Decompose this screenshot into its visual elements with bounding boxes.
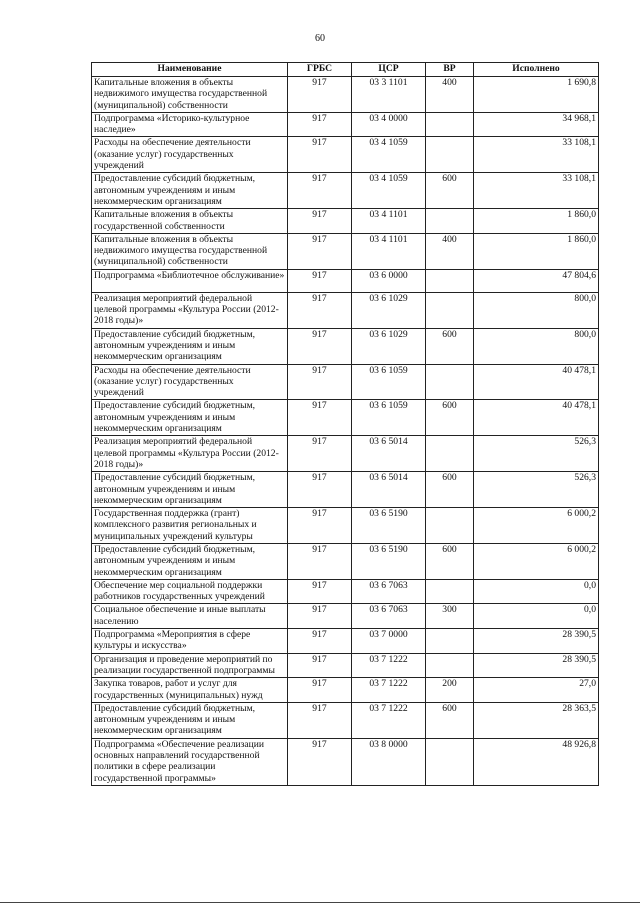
table-row: [92, 364, 599, 400]
row-csr-cell: 03 4 1101: [352, 233, 426, 269]
row-name-cell: Расходы на обеспечение деятельности (оказание услуг) государственных учреждений: [92, 137, 288, 173]
row-grbs-cell: 917: [288, 436, 352, 472]
row-exec-cell: 28 390,5: [474, 629, 599, 654]
row-exec-cell: 34 968,1: [474, 112, 599, 137]
row-grbs-cell: 917: [288, 604, 352, 629]
table-row: [92, 269, 599, 292]
row-name-cell: Подпрограмма «Историко-культурное наследие»: [92, 112, 288, 137]
header-name: Наименование: [92, 63, 288, 77]
row-csr-cell: 03 4 0000: [352, 112, 426, 137]
row-grbs-cell: 917: [288, 173, 352, 209]
row-name-cell: Обеспечение мер социальной поддержки работников государственных учреждений: [92, 579, 288, 604]
row-grbs-cell: 917: [288, 269, 352, 292]
bottom-divider: [0, 902, 640, 903]
row-csr-cell: 03 6 5014: [352, 472, 426, 508]
row-name-cell: Подпрограмма «Мероприятия в сфере культуры и искусства»: [92, 629, 288, 654]
row-grbs-cell: 917: [288, 702, 352, 738]
row-csr-cell: 03 6 1029: [352, 328, 426, 364]
row-csr-cell: 03 4 1101: [352, 209, 426, 234]
table-row: [92, 292, 599, 328]
row-vr-cell: 600: [426, 173, 474, 209]
row-csr-cell: 03 6 7063: [352, 579, 426, 604]
row-name-cell: Реализация мероприятий федеральной целевой программы «Культура России (2012-2018 годы)»: [92, 436, 288, 472]
page-number: 60: [315, 33, 325, 44]
row-csr-cell: 03 6 1059: [352, 400, 426, 436]
row-exec-cell: 800,0: [474, 292, 599, 328]
row-name-cell: Предоставление субсидий бюджетным, автономным учреждениям и иным некоммерческим организациям: [92, 328, 288, 364]
row-vr-cell: [426, 738, 474, 785]
table-row: [92, 328, 599, 364]
row-exec-cell: 6 000,2: [474, 543, 599, 579]
row-name-cell: Социальное обеспечение и иные выплаты населению: [92, 604, 288, 629]
row-vr-cell: [426, 364, 474, 400]
row-vr-cell: [426, 292, 474, 328]
row-name-cell: Государственная поддержка (грант) комплексного развития региональных и муниципальных учреждений культуры: [92, 508, 288, 544]
row-grbs-cell: 917: [288, 543, 352, 579]
row-exec-cell: 526,3: [474, 436, 599, 472]
row-grbs-cell: 917: [288, 364, 352, 400]
row-vr-cell: [426, 629, 474, 654]
row-grbs-cell: 917: [288, 400, 352, 436]
table-row: [92, 629, 599, 654]
row-csr-cell: 03 6 5190: [352, 543, 426, 579]
row-vr-cell: 600: [426, 543, 474, 579]
row-grbs-cell: 917: [288, 292, 352, 328]
row-grbs-cell: 917: [288, 508, 352, 544]
row-grbs-cell: 917: [288, 629, 352, 654]
row-exec-cell: 33 108,1: [474, 173, 599, 209]
row-name-cell: Капитальные вложения в объекты государственной собственности: [92, 209, 288, 234]
header-csr: ЦСР: [352, 63, 426, 77]
row-exec-cell: 526,3: [474, 472, 599, 508]
row-name-cell: Предоставление субсидий бюджетным, автономным учреждениям и иным некоммерческим организациям: [92, 543, 288, 579]
row-name-cell: Предоставление субсидий бюджетным, автономным учреждениям и иным некоммерческим организациям: [92, 472, 288, 508]
row-csr-cell: 03 7 0000: [352, 629, 426, 654]
row-exec-cell: 33 108,1: [474, 137, 599, 173]
row-vr-cell: [426, 653, 474, 678]
table-body: [92, 77, 599, 786]
table-row: [92, 508, 599, 544]
row-exec-cell: 40 478,1: [474, 364, 599, 400]
table-row: [92, 233, 599, 269]
row-grbs-cell: 917: [288, 328, 352, 364]
row-vr-cell: [426, 112, 474, 137]
table-row: [92, 209, 599, 234]
table-row: [92, 77, 599, 113]
header-vr: ВР: [426, 63, 474, 77]
row-vr-cell: 600: [426, 400, 474, 436]
row-grbs-cell: 917: [288, 137, 352, 173]
table-row: [92, 173, 599, 209]
row-csr-cell: 03 8 0000: [352, 738, 426, 785]
row-csr-cell: 03 3 1101: [352, 77, 426, 113]
row-csr-cell: 03 4 1059: [352, 173, 426, 209]
row-vr-cell: [426, 137, 474, 173]
header-grbs: ГРБС: [288, 63, 352, 77]
row-vr-cell: 400: [426, 233, 474, 269]
row-grbs-cell: 917: [288, 209, 352, 234]
table-row: [92, 653, 599, 678]
table-header-row: [92, 63, 599, 77]
row-grbs-cell: 917: [288, 579, 352, 604]
row-csr-cell: 03 6 5190: [352, 508, 426, 544]
table-row: [92, 472, 599, 508]
row-vr-cell: 600: [426, 472, 474, 508]
row-grbs-cell: 917: [288, 678, 352, 703]
row-vr-cell: [426, 579, 474, 604]
row-exec-cell: 28 363,5: [474, 702, 599, 738]
row-vr-cell: [426, 508, 474, 544]
header-exec: Исполнено: [474, 63, 599, 77]
row-exec-cell: 1 690,8: [474, 77, 599, 113]
table-row: [92, 112, 599, 137]
row-exec-cell: 27,0: [474, 678, 599, 703]
table-row: [92, 579, 599, 604]
row-name-cell: Закупка товаров, работ и услуг для государственных (муниципальных) нужд: [92, 678, 288, 703]
row-vr-cell: [426, 436, 474, 472]
row-vr-cell: [426, 269, 474, 292]
table-row: [92, 702, 599, 738]
row-name-cell: Реализация мероприятий федеральной целевой программы «Культура России (2012-2018 годы)»: [92, 292, 288, 328]
table-row: [92, 400, 599, 436]
row-name-cell: Расходы на обеспечение деятельности (оказание услуг) государственных учреждений: [92, 364, 288, 400]
row-exec-cell: 48 926,8: [474, 738, 599, 785]
row-vr-cell: 600: [426, 702, 474, 738]
row-csr-cell: 03 6 0000: [352, 269, 426, 292]
row-name-cell: Предоставление субсидий бюджетным, автономным учреждениям и иным некоммерческим организациям: [92, 400, 288, 436]
row-vr-cell: 300: [426, 604, 474, 629]
row-exec-cell: 0,0: [474, 579, 599, 604]
table-row: [92, 436, 599, 472]
row-name-cell: Организация и проведение мероприятий по реализации государственной подпрограммы: [92, 653, 288, 678]
row-csr-cell: 03 7 1222: [352, 702, 426, 738]
row-exec-cell: 800,0: [474, 328, 599, 364]
table-row: [92, 678, 599, 703]
row-exec-cell: 1 860,0: [474, 209, 599, 234]
row-vr-cell: 600: [426, 328, 474, 364]
row-csr-cell: 03 6 7063: [352, 604, 426, 629]
row-grbs-cell: 917: [288, 112, 352, 137]
row-grbs-cell: 917: [288, 653, 352, 678]
row-name-cell: Предоставление субсидий бюджетным, автономным учреждениям и иным некоммерческим организациям: [92, 173, 288, 209]
row-csr-cell: 03 7 1222: [352, 678, 426, 703]
row-exec-cell: 0,0: [474, 604, 599, 629]
row-vr-cell: 400: [426, 77, 474, 113]
table-row: [92, 137, 599, 173]
row-exec-cell: 28 390,5: [474, 653, 599, 678]
table-row: [92, 738, 599, 785]
row-name-cell: Предоставление субсидий бюджетным, автономным учреждениям и иным некоммерческим организациям: [92, 702, 288, 738]
table-row: [92, 543, 599, 579]
row-name-cell: Капитальные вложения в объекты недвижимого имущества государственной (муниципальной) собственности: [92, 77, 288, 113]
row-exec-cell: 40 478,1: [474, 400, 599, 436]
row-exec-cell: 6 000,2: [474, 508, 599, 544]
row-exec-cell: 1 860,0: [474, 233, 599, 269]
row-name-cell: Подпрограмма «Обеспечение реализации основных направлений государственной политики в сфере реализации государственной программы»: [92, 738, 288, 785]
row-name-cell: Подпрограмма «Библиотечное обслуживание»: [92, 269, 288, 292]
row-grbs-cell: 917: [288, 472, 352, 508]
row-name-cell: Капитальные вложения в объекты недвижимого имущества государственной (муниципальной) собственности: [92, 233, 288, 269]
row-csr-cell: 03 7 1222: [352, 653, 426, 678]
row-grbs-cell: 917: [288, 233, 352, 269]
row-csr-cell: 03 6 5014: [352, 436, 426, 472]
budget-execution-table: [91, 62, 599, 786]
row-exec-cell: 47 804,6: [474, 269, 599, 292]
row-vr-cell: [426, 209, 474, 234]
row-csr-cell: 03 6 1029: [352, 292, 426, 328]
row-csr-cell: 03 4 1059: [352, 137, 426, 173]
row-grbs-cell: 917: [288, 77, 352, 113]
row-grbs-cell: 917: [288, 738, 352, 785]
row-csr-cell: 03 6 1059: [352, 364, 426, 400]
table-row: [92, 604, 599, 629]
row-vr-cell: 200: [426, 678, 474, 703]
